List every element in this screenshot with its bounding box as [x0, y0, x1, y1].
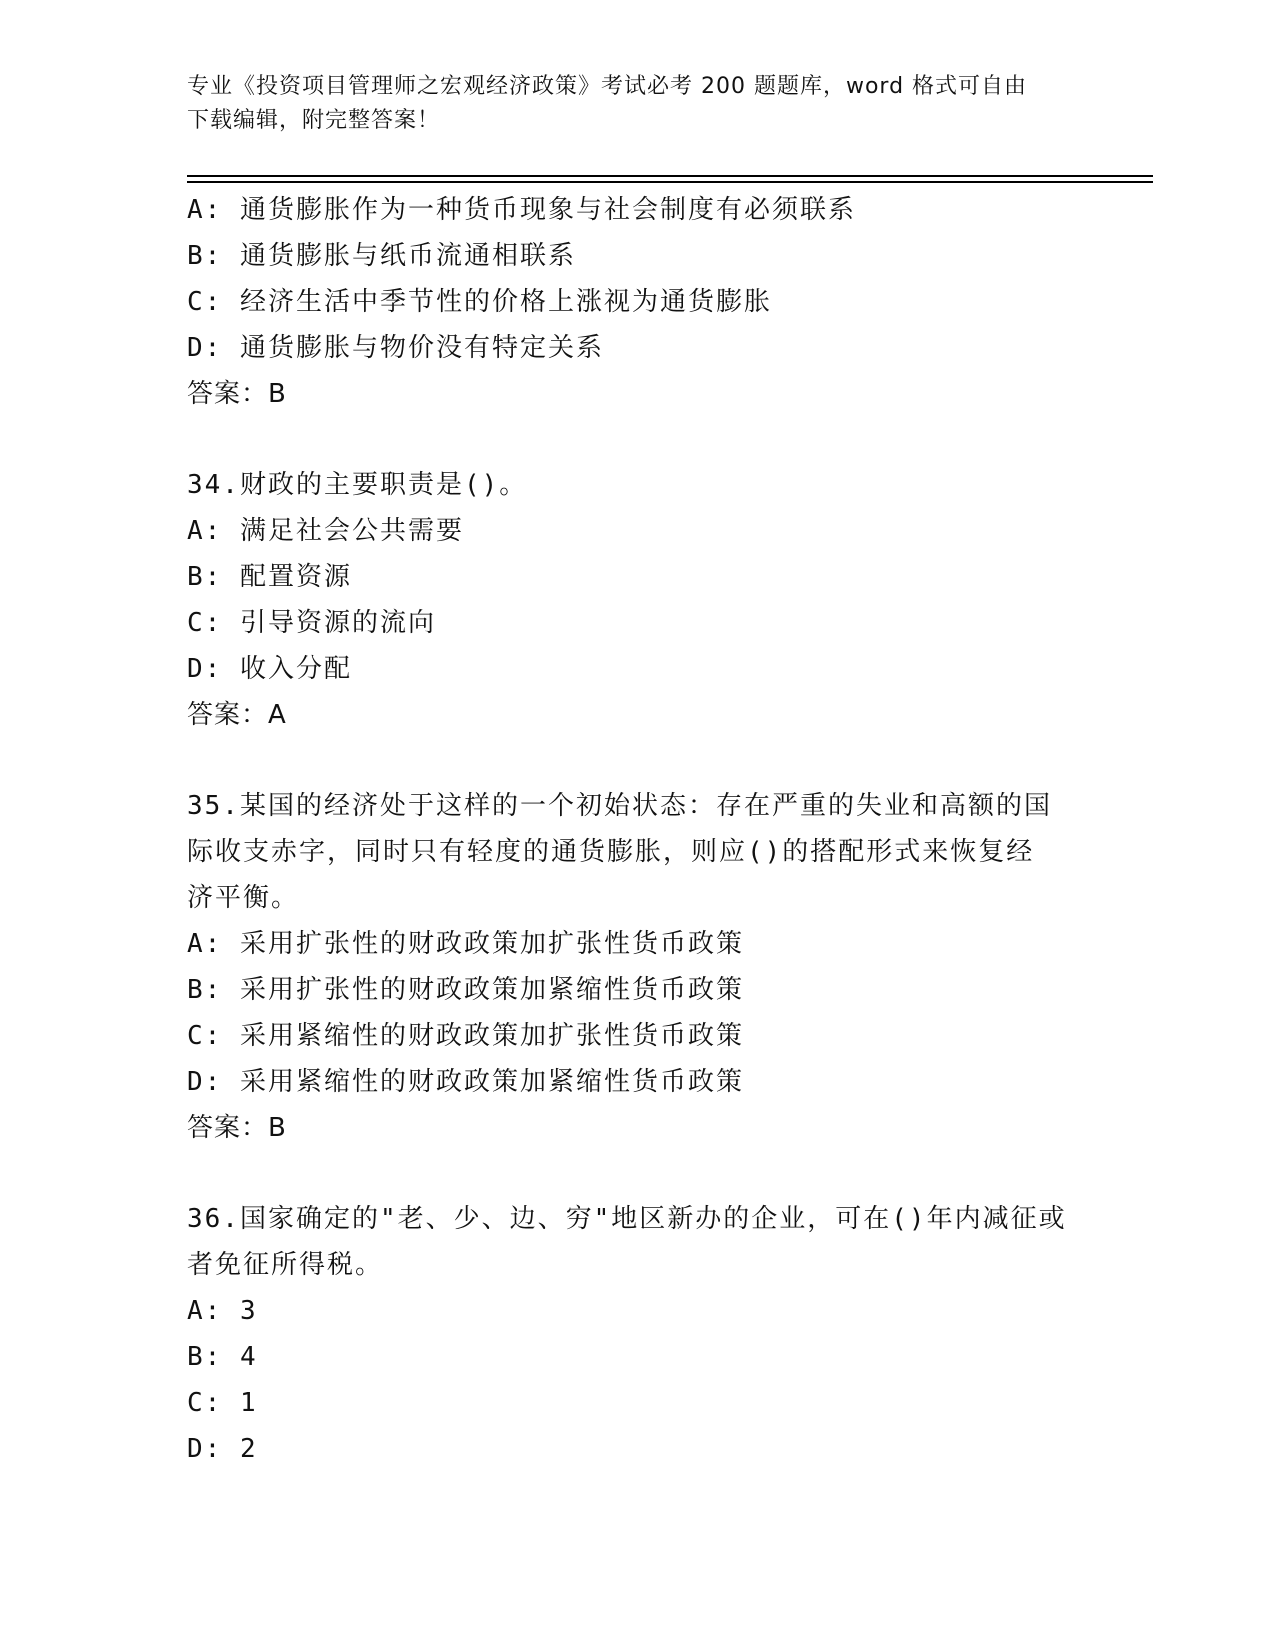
header-line-1: 专业《投资项目管理师之宏观经济政策》考试必考 200 题题库，word 格式可自由 — [187, 74, 1028, 99]
option-b: B: 配置资源 — [187, 562, 352, 592]
header-divider-bottom — [187, 181, 1153, 183]
question-stem-line-1: 36.国家确定的"老、少、边、穷"地区新办的企业，可在()年内减征或 — [187, 1204, 1067, 1234]
option-c: C: 经济生活中季节性的价格上涨视为通货膨胀 — [187, 287, 772, 317]
option-d: D: 2 — [187, 1434, 258, 1464]
option-b: B: 采用扩张性的财政政策加紧缩性货币政策 — [187, 975, 744, 1005]
question-33 — [187, 187, 1087, 417]
question-35 — [187, 783, 1087, 1151]
question-stem-line-2: 际收支赤字，同时只有轻度的通货膨胀，则应()的搭配形式来恢复经 — [187, 837, 1035, 867]
option-b: B: 通货膨胀与纸币流通相联系 — [187, 241, 576, 271]
spacer — [187, 1151, 1087, 1196]
question-stem-line-1: 35.某国的经济处于这样的一个初始状态：存在严重的失业和高额的国 — [187, 791, 1052, 821]
option-b: B: 4 — [187, 1342, 258, 1372]
option-a: A: 采用扩张性的财政政策加扩张性货币政策 — [187, 929, 744, 959]
option-c: C: 引导资源的流向 — [187, 608, 436, 638]
answer-line: 答案：B — [187, 379, 287, 409]
answer-line: 答案：A — [187, 700, 287, 730]
spacer — [187, 417, 1087, 462]
option-a: A: 3 — [187, 1296, 258, 1326]
question-stem: 34.财政的主要职责是()。 — [187, 470, 528, 500]
option-c: C: 1 — [187, 1388, 258, 1418]
option-d: D: 收入分配 — [187, 654, 352, 684]
question-36 — [187, 1196, 1087, 1472]
question-stem-line-2: 者免征所得税。 — [187, 1250, 384, 1280]
option-a: A: 满足社会公共需要 — [187, 516, 464, 546]
header-divider-top — [187, 175, 1153, 177]
document-header — [187, 70, 1067, 138]
option-c: C: 采用紧缩性的财政政策加扩张性货币政策 — [187, 1021, 744, 1051]
option-d: D: 通货膨胀与物价没有特定关系 — [187, 333, 604, 363]
question-34 — [187, 462, 1087, 738]
question-stem-line-3: 济平衡。 — [187, 883, 300, 913]
question-list — [187, 187, 1087, 1472]
header-line-2: 下载编辑，附完整答案！ — [187, 108, 441, 133]
option-d: D: 采用紧缩性的财政政策加紧缩性货币政策 — [187, 1067, 744, 1097]
answer-line: 答案：B — [187, 1113, 287, 1143]
spacer — [187, 738, 1087, 783]
option-a: A: 通货膨胀作为一种货币现象与社会制度有必须联系 — [187, 195, 856, 225]
